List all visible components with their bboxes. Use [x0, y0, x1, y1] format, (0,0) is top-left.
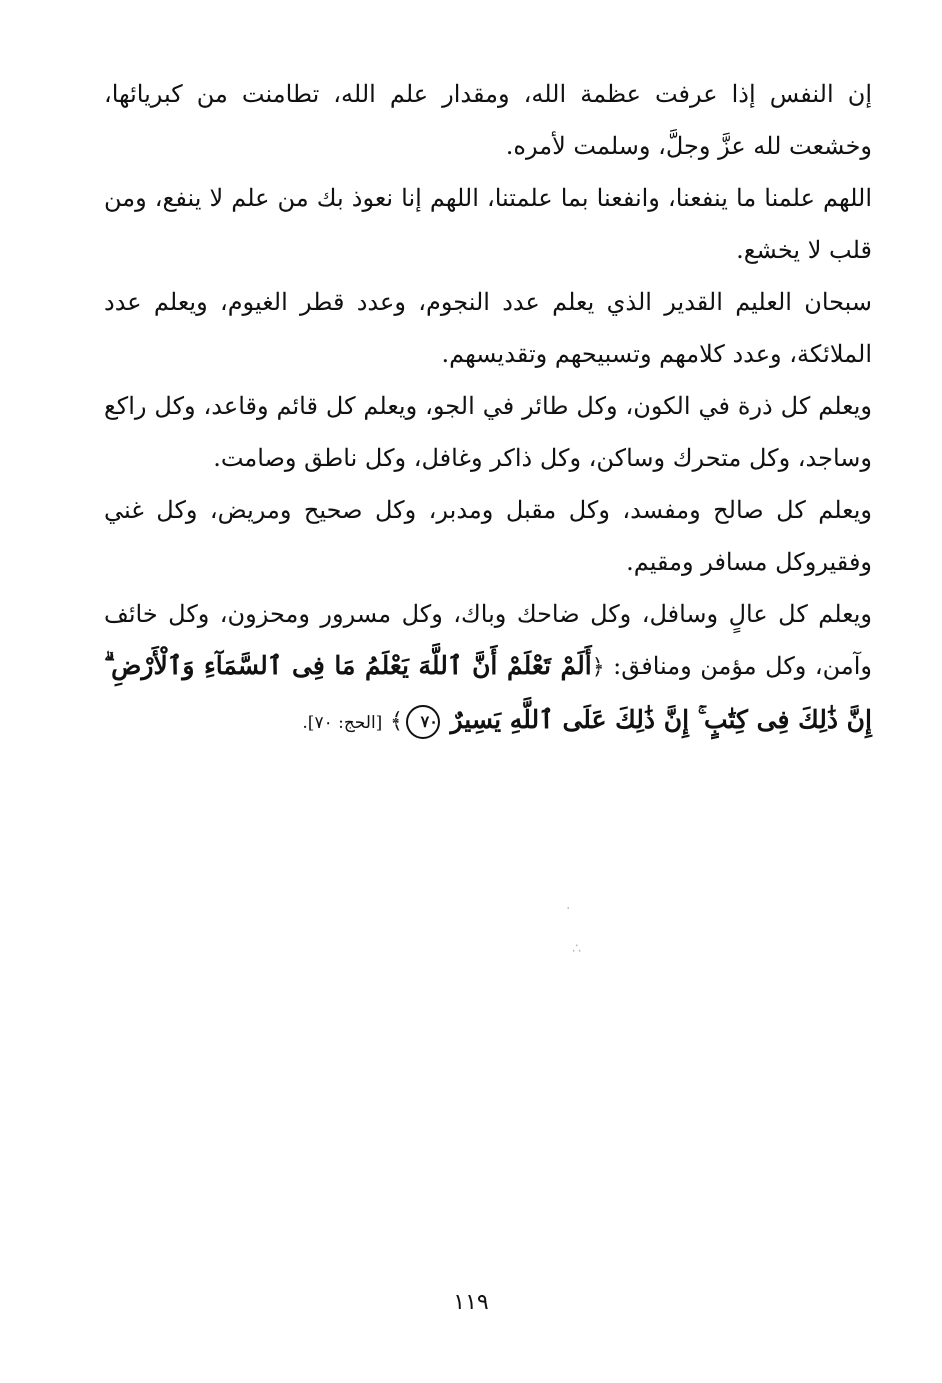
scan-speck: · — [566, 901, 571, 917]
paragraph-intro-text: ويعلم كل عالٍ وسافل، وكل ضاحك وباك، وكل مسرور ومحزون، وكل خائف وآمن، وكل مؤمن ومنافق: — [104, 600, 872, 680]
verse-reference: [الحج: ٧٠]. — [302, 713, 383, 733]
paragraph-with-verse — [104, 588, 872, 749]
verse-open-bracket: ﴿ — [591, 655, 605, 680]
paragraph-knowledge-universe: ويعلم كل ذرة في الكون، وكل طائر في الجو، ويعلم كل قائم وقاعد، وكل راكع وساجد، وكل متحرك وساكن، وكل ذاكر وغافل، وكل ناطق وصامت. — [104, 392, 872, 472]
page-body — [104, 68, 872, 749]
quran-verse: أَلَمْ تَعْلَمْ أَنَّ ٱللَّهَ يَعْلَمُ مَا فِى ٱلسَّمَآءِ وَٱلْأَرْضِ ۗ إِنَّ ذَٰلِكَ فِى كِتَٰبٍ ۚ إِنَّ ذَٰلِكَ عَلَى ٱللَّهِ يَسِيرٌ — [104, 651, 872, 734]
paragraph-knowledge-people: ويعلم كل صالح ومفسد، وكل مقبل ومدبر، وكل صحيح ومريض، وكل غني وفقيروكل مسافر ومقيم. — [104, 496, 872, 576]
verse-close-bracket: ﴾ — [389, 709, 403, 734]
verse-number-medallion: ٧٠ — [406, 705, 440, 739]
paragraph-glorification: سبحان العليم القدير الذي يعلم عدد النجوم، وعدد قطر الغيوم، ويعلم عدد الملائكة، وعدد كلامهم وتسبيحهم وتقديسهم. — [104, 288, 872, 368]
page-number: ١١٩ — [453, 1290, 489, 1315]
paragraph-supplication: اللهم علمنا ما ينفعنا، وانفعنا بما علمتنا، اللهم إنا نعوذ بك من علم لا ينفع، ومن قلب لا يخشع. — [104, 184, 872, 264]
scan-speck: ∴ — [572, 941, 581, 957]
paragraph-humility: إن النفس إذا عرفت عظمة الله، ومقدار علم الله، تطامنت من كبريائها، وخشعت لله عزَّ وجلَّ، وسلمت لأمره. — [104, 80, 872, 160]
